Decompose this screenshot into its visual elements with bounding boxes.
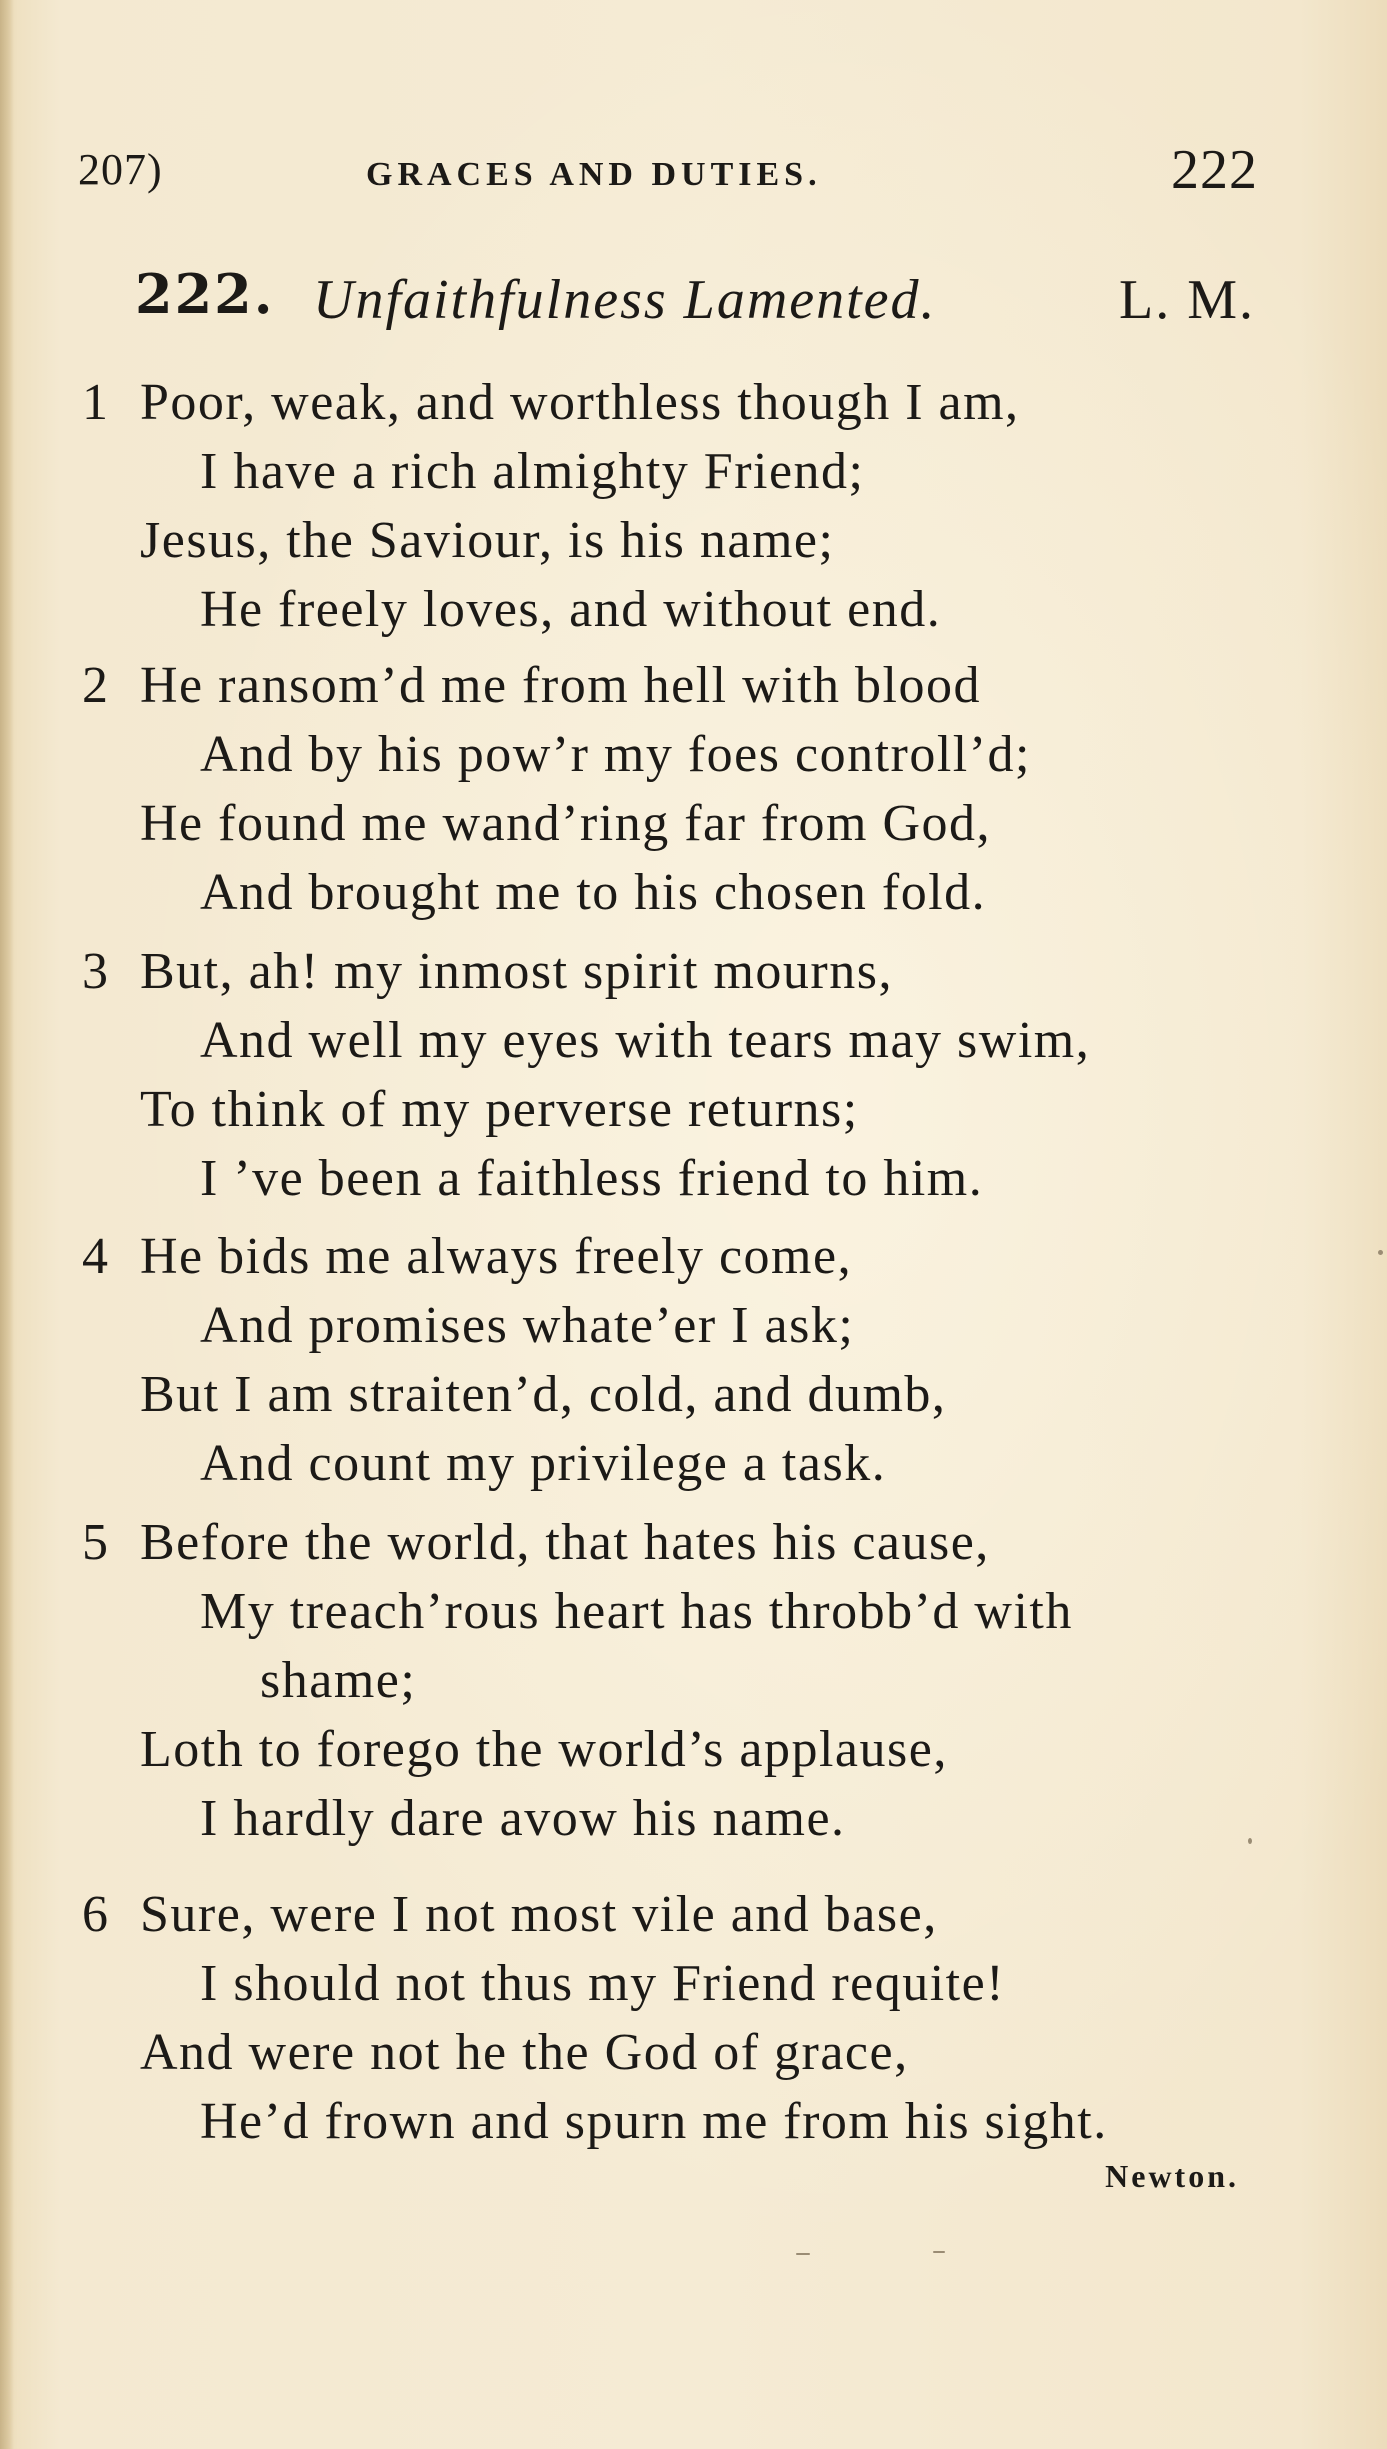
verse-line-text: But, ah! my inmost spirit mourns, (140, 943, 893, 1000)
page-gutter-shadow (0, 0, 14, 2449)
verse-line-text: Poor, weak, and worthless though I am, (140, 374, 1020, 431)
verse-number: 2 (82, 657, 110, 714)
paper-speck (1378, 1250, 1383, 1255)
verse-line: He’d frown and spurn me from his sight. (200, 2093, 1108, 2150)
verse-number: 1 (82, 374, 110, 431)
verse-3 (82, 937, 1282, 1213)
verse-line: And well my eyes with tears may swim, (200, 1012, 1091, 1069)
header-hymn-number: 222 (1171, 139, 1258, 201)
verse-line: I have a rich almighty Friend; (200, 443, 865, 500)
verse-line: He found me wand’ring far from God, (140, 795, 992, 852)
paper-speck (933, 2251, 945, 2253)
verse-number: 4 (82, 1228, 110, 1285)
verse-line: And promises whate’er I ask; (200, 1297, 855, 1354)
verse-2 (82, 651, 1282, 927)
verse-line (82, 1508, 1282, 1577)
verse-line: Jesus, the Saviour, is his name; (140, 512, 835, 569)
verse-line: And were not he the God of grace, (140, 2024, 909, 2081)
hymn-meter: L. M. (1119, 269, 1255, 331)
verse-number: 6 (82, 1886, 110, 1943)
verse-4 (82, 1222, 1282, 1498)
verse-line: My treach’rous heart has throbb’d with (200, 1583, 1073, 1640)
verse-line: And by his pow’r my foes controll’d; (200, 726, 1032, 783)
verse-line: To think of my perverse returns; (140, 1081, 859, 1138)
paper-speck (1248, 1838, 1252, 1844)
verse-line: And count my privilege a task. (200, 1435, 887, 1492)
verse-line: I ’ve been a faithless friend to him. (200, 1150, 984, 1207)
verse-6 (82, 1880, 1282, 2156)
verse-number: 5 (82, 1514, 110, 1571)
verse-line (82, 1222, 1282, 1291)
verse-line (82, 368, 1282, 437)
paper-speck (796, 2253, 810, 2255)
author-attribution: Newton. (1105, 2158, 1239, 2194)
verse-line-text: Sure, were I not most vile and base, (140, 1886, 938, 1943)
verse-line (82, 651, 1282, 720)
verse-line-text: He ransom’d me from hell with blood (140, 657, 982, 714)
hymn-title: Unfaithfulness Lamented. (313, 269, 937, 331)
verse-line: I should not thus my Friend requite! (200, 1955, 1006, 2012)
verse-line-continuation: shame; (260, 1652, 417, 1709)
verse-line (82, 937, 1282, 1006)
header-section-title: GRACES AND DUTIES. (366, 156, 822, 193)
header-left-number: 207) (78, 145, 163, 194)
verse-line: And brought me to his chosen fold. (200, 864, 987, 921)
verse-line: He freely loves, and without end. (200, 581, 942, 638)
hymn-number: 222. (135, 262, 275, 326)
verse-line-text: Before the world, that hates his cause, (140, 1514, 990, 1571)
running-header (78, 138, 1258, 208)
verse-line: Loth to forego the world’s applause, (140, 1721, 948, 1778)
verse-line (82, 1880, 1282, 1949)
hymn-heading (135, 262, 1255, 338)
verse-line: I hardly dare avow his name. (200, 1790, 846, 1847)
verse-1 (82, 368, 1282, 644)
verse-number: 3 (82, 943, 110, 1000)
verse-line-text: He bids me always freely come, (140, 1228, 853, 1285)
verse-line: But I am straiten’d, cold, and dumb, (140, 1366, 947, 1423)
verse-5 (82, 1508, 1282, 1853)
